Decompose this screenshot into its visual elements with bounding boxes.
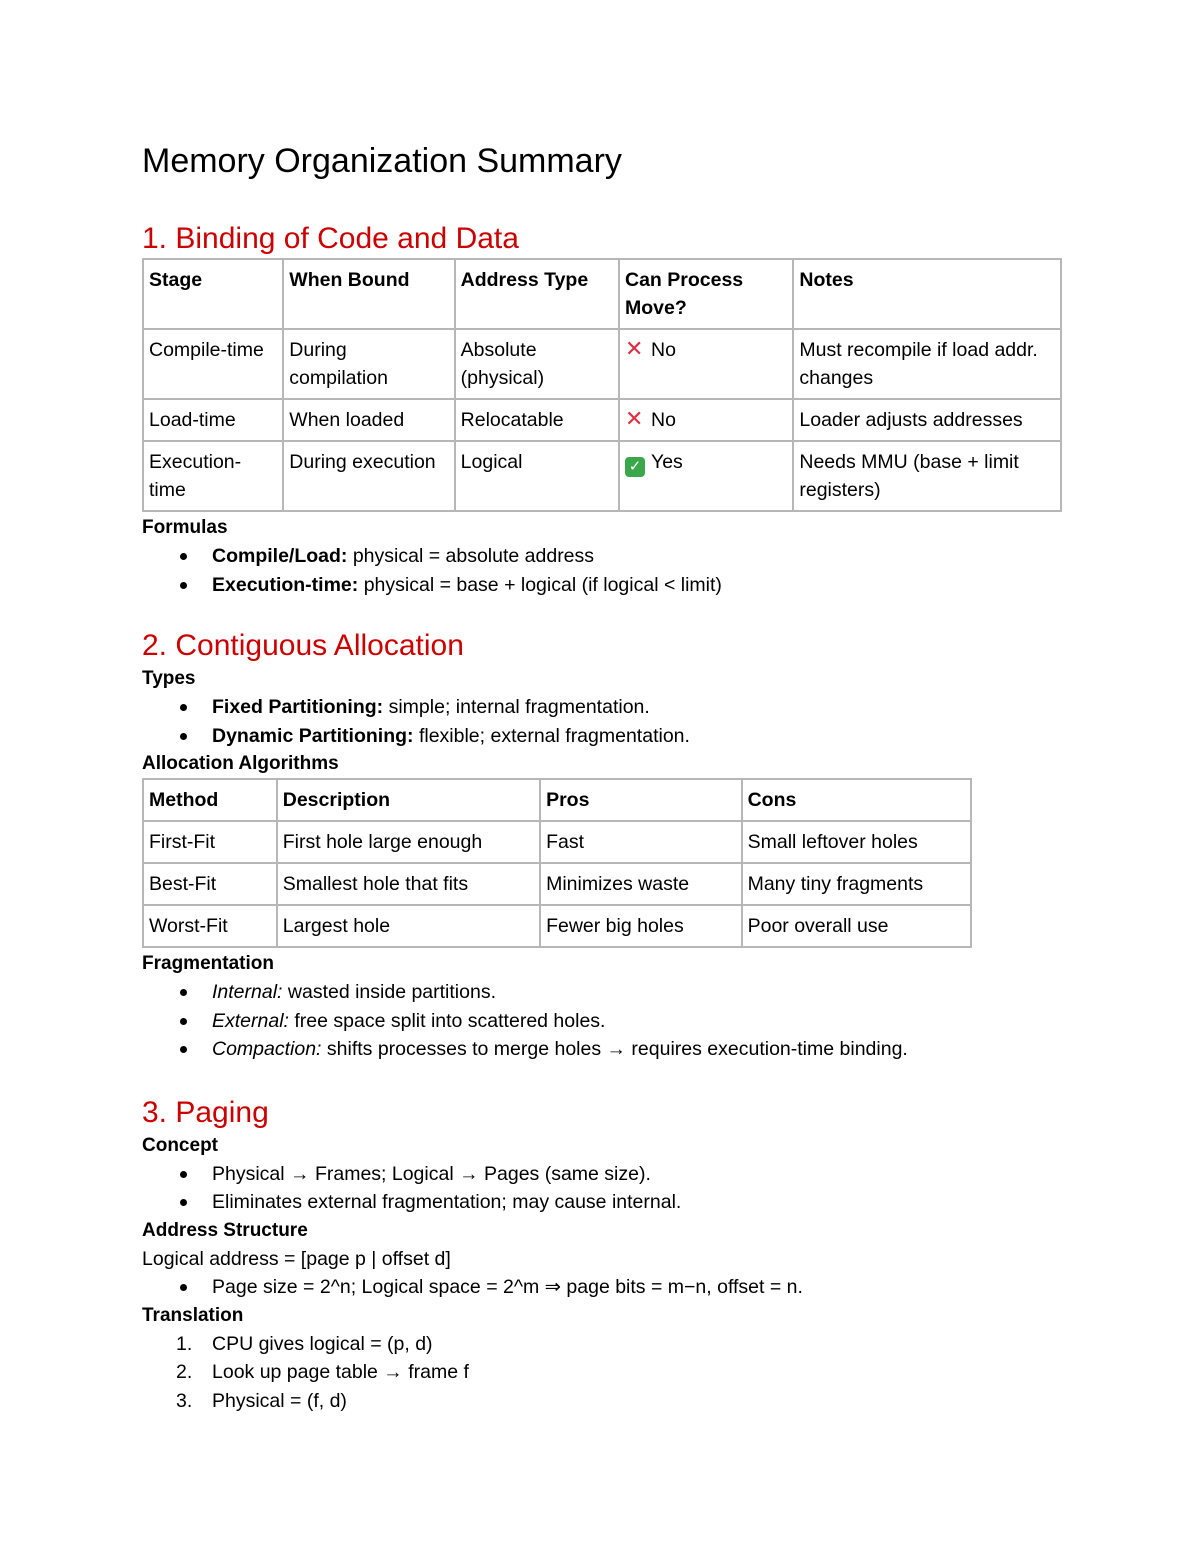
header-cell: When Bound	[283, 259, 454, 329]
table-cell: First hole large enough	[277, 821, 540, 863]
table-row	[143, 329, 1061, 399]
list-item	[142, 1007, 1062, 1036]
types-list	[142, 693, 1062, 750]
types-label: Types	[142, 668, 196, 689]
table-row	[143, 821, 971, 863]
header-cell: Pros	[540, 779, 742, 821]
move-value: Yes	[651, 451, 683, 473]
check-icon: ✓	[625, 457, 645, 477]
list-item	[142, 1035, 1062, 1064]
algorithms-label: Allocation Algorithms	[142, 753, 339, 774]
address-line: Logical address = [page p | offset d]	[142, 1247, 451, 1270]
fragmentation-list	[142, 978, 1062, 1064]
header-cell: Stage	[143, 259, 283, 329]
list-item	[142, 542, 1062, 571]
table-cell: Small leftover holes	[742, 821, 971, 863]
table-cell: Smallest hole that fits	[277, 863, 540, 905]
table-cell: During execution	[283, 441, 454, 511]
item-text: physical = absolute address	[347, 545, 595, 567]
header-cell: Method	[143, 779, 277, 821]
table-cell: When loaded	[283, 399, 454, 441]
table-cell: During compilation	[283, 329, 454, 399]
header-cell: Notes	[793, 259, 1061, 329]
item-text: free space split into scattered holes.	[288, 1009, 606, 1032]
table-cell: Worst-Fit	[143, 905, 277, 947]
table-header-row	[143, 779, 971, 821]
list-item: Eliminates external fragmentation; may cause internal.	[142, 1188, 1062, 1217]
table-cell: Logical	[455, 441, 619, 511]
table-row	[143, 441, 1061, 511]
item-text: CPU gives logical = (p, d)	[212, 1332, 433, 1355]
item-label: Dynamic Partitioning:	[212, 724, 414, 747]
item-label: Internal:	[212, 981, 283, 1003]
item-text: Physical = (f, d)	[212, 1389, 347, 1412]
address-list	[142, 1273, 1062, 1302]
item-text: simple; internal fragmentation.	[383, 696, 650, 718]
list-item	[142, 1387, 1062, 1416]
item-label: Fixed Partitioning:	[212, 696, 384, 718]
translation-label: Translation	[142, 1304, 244, 1326]
header-cell: Address Type	[455, 259, 619, 329]
item-text: shifts processes to merge holes → requires execution-time binding.	[321, 1038, 908, 1060]
list-item	[142, 722, 1062, 751]
table-cell: Compile-time	[143, 329, 283, 399]
item-label: External:	[212, 1009, 289, 1032]
fragmentation-label: Fragmentation	[142, 953, 274, 974]
section-heading-contiguous: 2. Contiguous Allocation	[142, 629, 464, 662]
table-cell: Fast	[540, 821, 742, 863]
table-cell: Absolute (physical)	[455, 329, 619, 399]
translation-list	[142, 1330, 1062, 1416]
list-item	[142, 571, 1062, 600]
list-item: Page size = 2^n; Logical space = 2^m ⇒ page bits = m−n, offset = n.	[142, 1273, 1062, 1302]
table-cell: Needs MMU (base + limit registers)	[793, 441, 1061, 511]
item-label: Compaction:	[212, 1038, 322, 1060]
list-item: Physical → Frames; Logical → Pages (same size).	[142, 1160, 1062, 1189]
table-row	[143, 863, 971, 905]
move-value: No	[651, 339, 676, 361]
cross-icon: ✕	[625, 406, 644, 431]
allocation-table	[142, 778, 972, 948]
item-number: 1.	[176, 1332, 193, 1355]
item-text: flexible; external fragmentation.	[413, 724, 690, 747]
section-heading-paging: 3. Paging	[142, 1095, 269, 1129]
item-label: Execution-time:	[212, 573, 359, 596]
table-cell: Must recompile if load addr. changes	[793, 329, 1061, 399]
item-label: Compile/Load:	[212, 545, 348, 567]
table-cell	[619, 441, 793, 511]
concept-label: Concept	[142, 1134, 218, 1156]
table-cell: Execution-time	[143, 441, 283, 511]
item-number: 3.	[176, 1389, 193, 1412]
item-text: Look up page table → frame f	[212, 1361, 469, 1383]
document-page	[142, 138, 1062, 1415]
item-text: wasted inside partitions.	[282, 981, 496, 1003]
table-cell: Minimizes waste	[540, 863, 742, 905]
formulas-label: Formulas	[142, 517, 228, 538]
table-cell: Largest hole	[277, 905, 540, 947]
table-cell: Fewer big holes	[540, 905, 742, 947]
table-cell: Many tiny fragments	[742, 863, 971, 905]
section-heading-binding: 1. Binding of Code and Data	[142, 222, 519, 255]
table-cell: Load-time	[143, 399, 283, 441]
table-cell: Poor overall use	[742, 905, 971, 947]
item-text: physical = base + logical (if logical < limit)	[358, 573, 722, 596]
table-header-row	[143, 259, 1061, 329]
table-row	[143, 905, 971, 947]
formulas-list	[142, 542, 1062, 599]
page-title: Memory Organization Summary	[142, 142, 622, 180]
list-item	[142, 693, 1062, 722]
table-row	[143, 399, 1061, 441]
list-item	[142, 978, 1062, 1007]
list-item	[142, 1330, 1062, 1359]
table-cell: First-Fit	[143, 821, 277, 863]
table-cell	[619, 399, 793, 441]
header-cell: Cons	[742, 779, 971, 821]
header-cell: Can Process Move?	[619, 259, 793, 329]
table-cell: Relocatable	[455, 399, 619, 441]
item-number: 2.	[176, 1361, 193, 1383]
list-item	[142, 1358, 1062, 1387]
header-cell: Description	[277, 779, 540, 821]
cross-icon: ✕	[625, 336, 644, 361]
table-cell	[619, 329, 793, 399]
table-cell: Best-Fit	[143, 863, 277, 905]
binding-table	[142, 258, 1062, 512]
concept-list	[142, 1160, 1062, 1217]
table-cell: Loader adjusts addresses	[793, 399, 1061, 441]
address-structure-label: Address Structure	[142, 1219, 308, 1241]
move-value: No	[651, 409, 676, 431]
